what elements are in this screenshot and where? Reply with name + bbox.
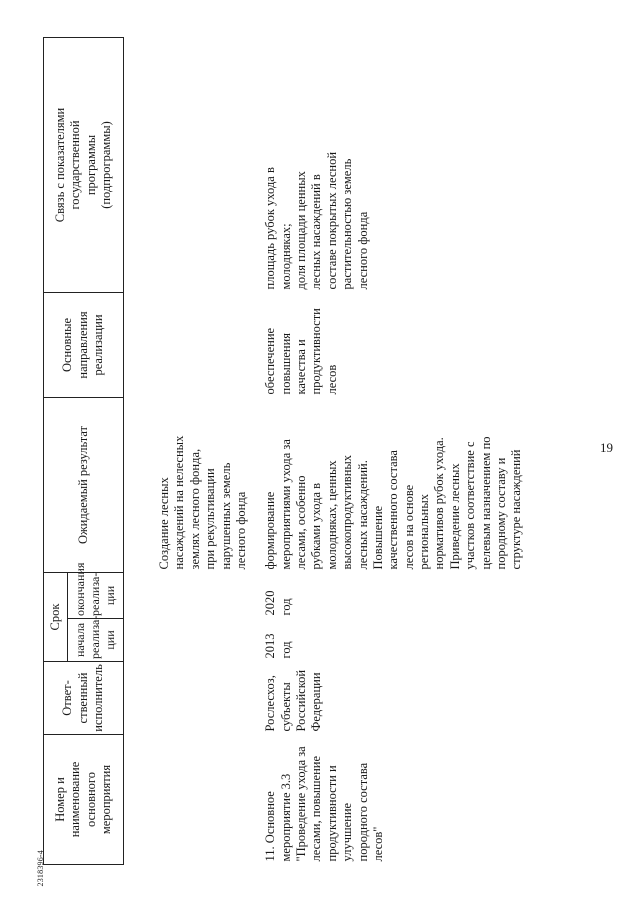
header-responsible: Ответ- ственный исполнитель xyxy=(44,662,124,735)
cell-end xyxy=(155,572,261,618)
cell-number-name: 11. Основное мероприятие 3.3 "Проведение ухода за лесами, повышение продуктивности и улучшение породного состава лесов" xyxy=(263,746,385,862)
header-number-name: Номер и наименование основного мероприятия xyxy=(44,735,124,865)
cell-end: 2020 год xyxy=(263,590,293,616)
rotated-table-container xyxy=(43,38,585,865)
cell-responsible: Рослесхоз, субъекты Российской Федерации xyxy=(263,669,324,732)
cell-responsible xyxy=(155,662,261,735)
table-row xyxy=(155,37,261,864)
cell-link: площадь рубок ухода в молодняках; доля площади ценных лесных насаждений в составе покрытых лесной растительностью земель лесного фонда xyxy=(263,151,370,290)
header-term-end: окончания реализа- ции xyxy=(68,572,124,618)
spacer-row xyxy=(124,37,156,864)
header-term-start: начала реализа- ции xyxy=(68,619,124,662)
cell-main-directions: обеспечение повышения качества и продуктивности лесов xyxy=(263,308,339,395)
header-link-indicators: Связь с показателями государственной программы (подпрограммы) xyxy=(44,37,124,292)
header-term: Срок xyxy=(44,572,68,661)
spacer-cell xyxy=(124,37,156,864)
header-expected-result: Ожидаемый результат xyxy=(44,397,124,572)
cell-expected-result: формирование мероприятиями ухода за лесами, особенно рубками ухода в молодняках, ценных высокопродуктивных лесных насаждений. Повышение качественного состава лесов на основе региональных нормативов рубок ухода. Приведение лесных участков соответствие с целевым назначением по породному составу и структуре насаждений xyxy=(263,436,524,570)
header-row xyxy=(44,37,68,864)
document-code: 2318396-4 xyxy=(36,850,45,887)
page-number: 19 xyxy=(600,440,613,455)
activities-table xyxy=(43,37,527,865)
cell-expected-result: Создание лесных насаждений на нелесных землях лесного фонда, при рекультивации нарушенных земель лесного фонда xyxy=(157,435,248,570)
cell-main-directions xyxy=(155,292,261,397)
cell-link xyxy=(155,37,261,292)
cell-start xyxy=(155,619,261,662)
cell-number-name xyxy=(155,735,261,865)
header-main-directions: Основные направления реализации xyxy=(44,292,124,397)
table-row xyxy=(261,37,526,864)
cell-start: 2013 год xyxy=(263,633,293,659)
